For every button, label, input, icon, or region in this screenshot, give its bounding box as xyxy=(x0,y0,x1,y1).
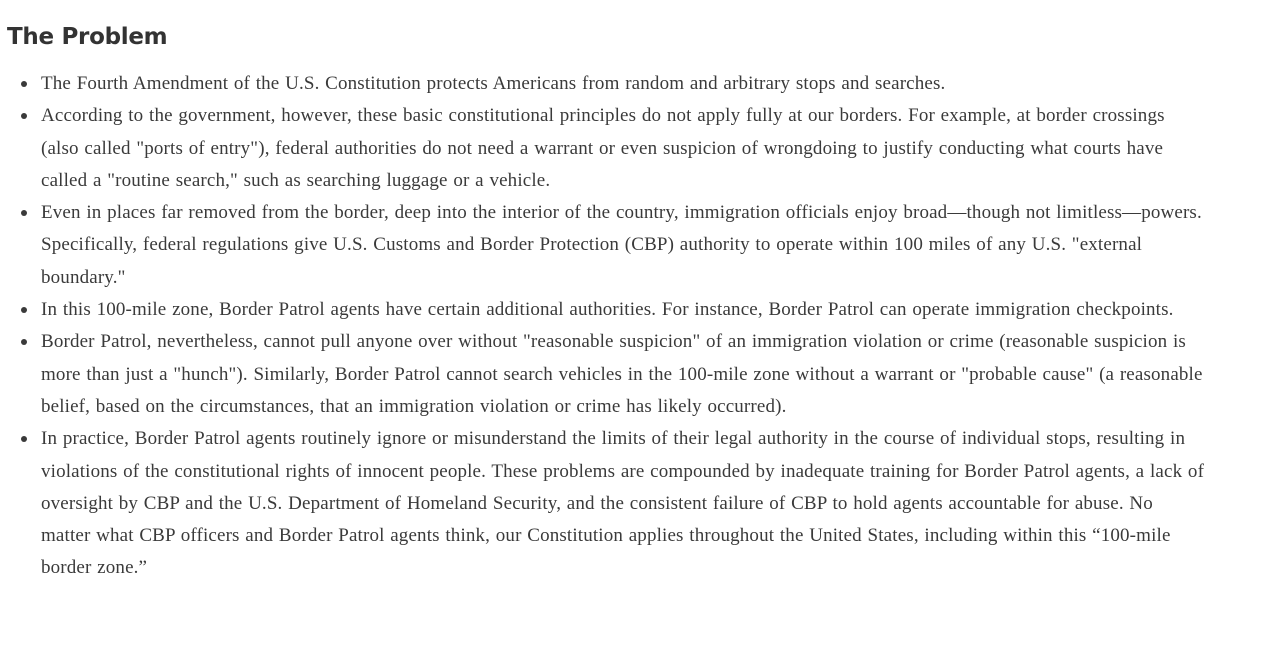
bullet-item: In practice, Border Patrol agents routinely ignore or misunderstand the limits of their legal authority in the course of individual stops, resulting in violations of the constitutional rights of innocent people. These problems are compounded by inadequate training for Border Patrol agents, a lack of oversight by CBP and the U.S. Department of Homeland Security, and the consistent failure of CBP to hold agents accountable for abuse. No matter what CBP officers and Border Patrol agents think, our Constitution applies throughout the United States, including within this “100-mile border zone.” xyxy=(41,423,1206,584)
bullet-item: Border Patrol, nevertheless, cannot pull anyone over without "reasonable suspicion" of an immigration violation or crime (reasonable suspicion is more than just a "hunch"). Similarly, Border Patrol cannot search vehicles in the 100-mile zone without a warrant or "probable cause" (a reasonable belief, based on the circumstances, that an immigration violation or crime has likely occurred). xyxy=(41,326,1206,423)
section-heading: The Problem xyxy=(7,24,168,50)
bullet-item: The Fourth Amendment of the U.S. Constitution protects Americans from random and arbitrary stops and searches. xyxy=(41,68,1206,100)
bullet-item: In this 100-mile zone, Border Patrol agents have certain additional authorities. For instance, Border Patrol can operate immigration checkpoints. xyxy=(41,294,1206,326)
bullet-item: According to the government, however, these basic constitutional principles do not apply fully at our borders. For example, at border crossings (also called "ports of entry"), federal authorities do not need a warrant or even suspicion of wrongdoing to justify conducting what courts have called a "routine search," such as searching luggage or a vehicle. xyxy=(41,100,1206,197)
bullet-item: Even in places far removed from the border, deep into the interior of the country, immigration officials enjoy broad—though not limitless—powers. Specifically, federal regulations give U.S. Customs and Border Protection (CBP) authority to operate within 100 miles of any U.S. "external boundary." xyxy=(41,197,1206,294)
bullet-list xyxy=(0,68,1206,585)
